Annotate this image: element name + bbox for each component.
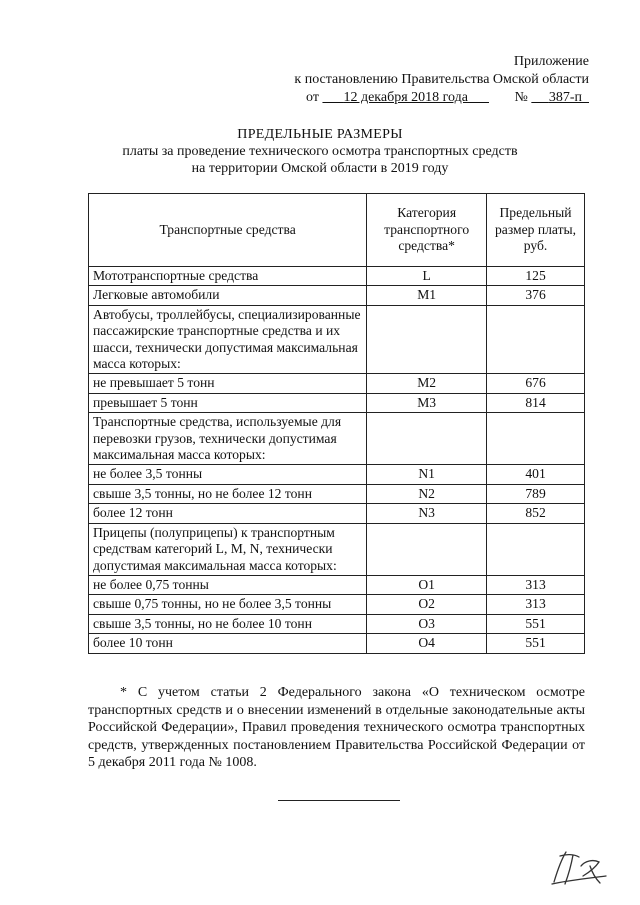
- fee-cell: 551: [487, 614, 585, 633]
- vehicle-group-cell: Автобусы, троллейбусы, специализированные пассажирские транспортные средства и их шасси, технически допустимая максимальная масса которых:: [89, 305, 367, 374]
- fee-cell: 551: [487, 634, 585, 653]
- footnote-text: * С учетом статьи 2 Федерального закона «О техническом осмотре транспортных средств и о внесении изменений в отдельные законодательные акты Российской Федерации», Правил проведения технического осмотра транспортных средств, утвержденных постановлением Правительства Российской Федерации от 5 декабря 2011 года № 1008.: [88, 685, 585, 770]
- vehicle-cell: более 12 тонн: [89, 504, 367, 523]
- category-cell: O1: [367, 575, 487, 594]
- appendix-header: [294, 53, 589, 107]
- date-prefix: от: [306, 90, 319, 105]
- table-row-group-heading: [89, 523, 585, 575]
- table-row: [89, 267, 585, 286]
- table-row: [89, 484, 585, 503]
- category-cell: O4: [367, 634, 487, 653]
- vehicle-group-cell: Транспортные средства, используемые для перевозки грузов, технически допустимая максимальная масса которых:: [89, 413, 367, 465]
- vehicle-cell: свыше 3,5 тонны, но не более 10 тонн: [89, 614, 367, 633]
- document-subtitle-1: платы за проведение технического осмотра транспортных средств: [122, 144, 518, 159]
- document-subtitle-2: на территории Омской области в 2019 году: [191, 161, 449, 176]
- fee-cell: 814: [487, 393, 585, 412]
- closing-rule: [278, 800, 400, 801]
- table-row: [89, 575, 585, 594]
- resolution-date: 12 декабря 2018 года: [343, 90, 468, 105]
- document-title-block: [0, 126, 640, 177]
- category-cell: N1: [367, 465, 487, 484]
- vehicle-cell: более 10 тонн: [89, 634, 367, 653]
- category-cell: M1: [367, 286, 487, 305]
- vehicle-cell: не более 0,75 тонны: [89, 575, 367, 594]
- table-row-group-heading: [89, 413, 585, 465]
- table-row: [89, 634, 585, 653]
- table-row-group-heading: [89, 305, 585, 374]
- handwritten-initials-icon: [548, 846, 610, 893]
- resolution-number: 387-п: [548, 90, 582, 105]
- fee-cell: 852: [487, 504, 585, 523]
- fee-cell: 313: [487, 595, 585, 614]
- vehicle-cell: не превышает 5 тонн: [89, 374, 367, 393]
- category-cell: N3: [367, 504, 487, 523]
- document-title: ПРЕДЕЛЬНЫЕ РАЗМЕРЫ: [237, 127, 403, 142]
- fee-cell: [487, 413, 585, 465]
- table-row: [89, 504, 585, 523]
- table-header-row: [89, 194, 585, 267]
- fee-cell: 789: [487, 484, 585, 503]
- table-row: [89, 374, 585, 393]
- appendix-label: Приложение: [513, 54, 589, 69]
- category-cell: [367, 413, 487, 465]
- vehicle-cell: не более 3,5 тонны: [89, 465, 367, 484]
- category-cell: [367, 523, 487, 575]
- fee-cell: [487, 305, 585, 374]
- table-row: [89, 393, 585, 412]
- vehicle-cell: превышает 5 тонн: [89, 393, 367, 412]
- category-cell: [367, 305, 487, 374]
- table-row: [89, 595, 585, 614]
- vehicle-cell: свыше 0,75 тонны, но не более 3,5 тонны: [89, 595, 367, 614]
- footnote: [88, 684, 585, 772]
- category-cell: O3: [367, 614, 487, 633]
- fee-cell: 676: [487, 374, 585, 393]
- fee-cell: 125: [487, 267, 585, 286]
- fee-cell: 313: [487, 575, 585, 594]
- category-cell: M3: [367, 393, 487, 412]
- category-cell: L: [367, 267, 487, 286]
- category-cell: N2: [367, 484, 487, 503]
- category-cell: O2: [367, 595, 487, 614]
- fee-table: [88, 193, 585, 654]
- appendix-date-line: [294, 89, 589, 107]
- table-row: [89, 614, 585, 633]
- category-cell: M2: [367, 374, 487, 393]
- fee-cell: 376: [487, 286, 585, 305]
- table-row: [89, 465, 585, 484]
- number-label: №: [514, 90, 528, 105]
- vehicle-cell: Легковые автомобили: [89, 286, 367, 305]
- fee-cell: 401: [487, 465, 585, 484]
- appendix-resolution: к постановлению Правительства Омской области: [294, 72, 589, 87]
- fee-cell: [487, 523, 585, 575]
- vehicle-cell: свыше 3,5 тонны, но не более 12 тонн: [89, 484, 367, 503]
- vehicle-group-cell: Прицепы (полуприцепы) к транспортным средствам категорий L, M, N, технически допустимая максимальная масса которых:: [89, 523, 367, 575]
- header-fee: Предельный размер платы, руб.: [487, 194, 585, 267]
- table-row: [89, 286, 585, 305]
- header-category: Категория транспортного средства*: [367, 194, 487, 267]
- header-vehicles: Транспортные средства: [89, 194, 367, 267]
- vehicle-cell: Мототранспортные средства: [89, 267, 367, 286]
